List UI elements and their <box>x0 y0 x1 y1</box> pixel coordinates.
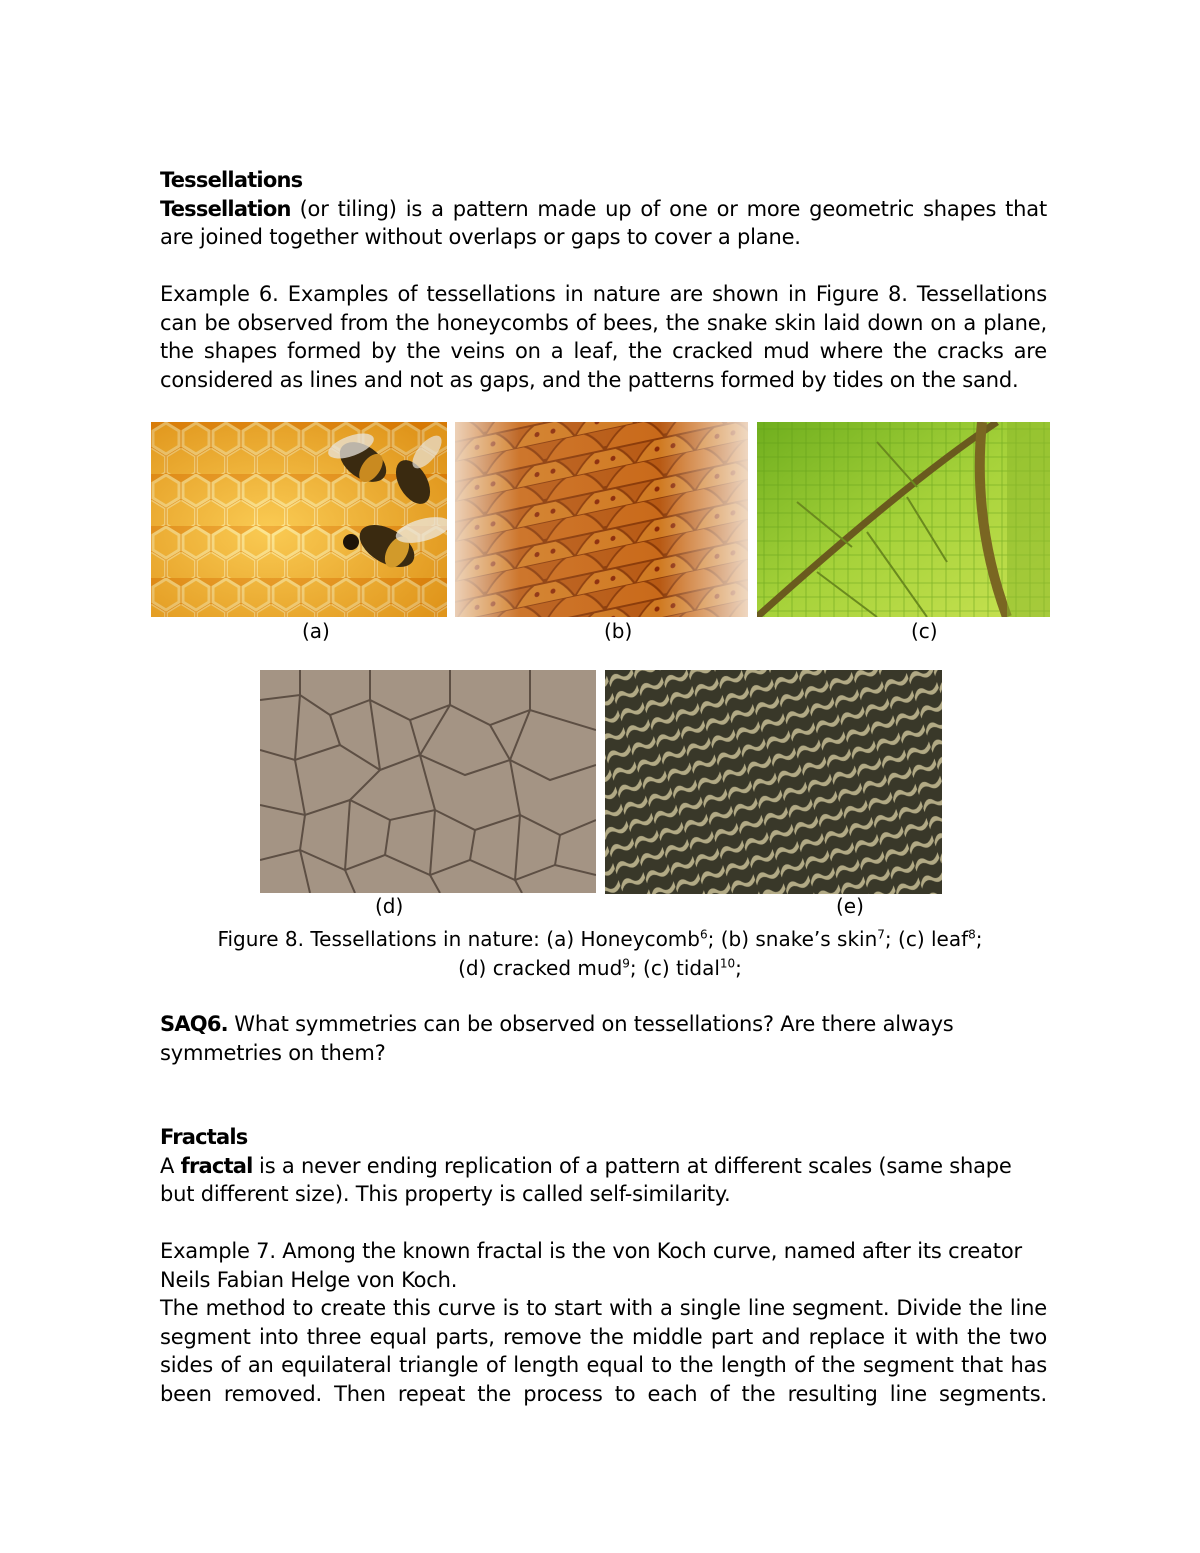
fractal-definition <box>160 1152 1030 1209</box>
caption-text: Figure 8. Tessellations in nature: (a) Honeycomb <box>217 927 700 951</box>
saq6-question <box>160 1010 960 1067</box>
fractal-definition-prefix: A <box>160 1153 181 1178</box>
footnote-ref: 7 <box>877 927 885 942</box>
tidal-sand-image <box>605 670 942 894</box>
saq-section <box>160 1010 960 1067</box>
footnote-ref: 10 <box>719 956 736 971</box>
tessellation-term: Tessellation <box>160 196 291 221</box>
leaf-image <box>757 422 1050 617</box>
saq6-text: What symmetries can be observed on tessellations? Are there always symmetries on them? <box>160 1012 954 1065</box>
fractal-term: fractal <box>180 1153 253 1178</box>
cracked-mud-image <box>260 670 596 893</box>
footnote-ref: 9 <box>622 956 630 971</box>
caption-text: ; <box>735 956 742 980</box>
figure-caption-line-2 <box>0 954 1200 983</box>
tessellations-heading: Tessellations <box>160 168 303 192</box>
snake-skin-image <box>455 422 748 617</box>
figure-label-c: (c) <box>911 619 938 643</box>
honeycomb-image <box>151 422 447 617</box>
caption-text: ; (c) leaf <box>884 927 969 951</box>
caption-text: ; (c) tidal <box>629 956 720 980</box>
footnote-ref: 8 <box>968 927 976 942</box>
figure-label-d: (d) <box>375 894 404 918</box>
tessellation-definition <box>160 195 1047 252</box>
figure-label-e: (e) <box>836 894 864 918</box>
figure-caption-line-1 <box>0 925 1200 954</box>
caption-text: (d) cracked mud <box>458 956 623 980</box>
koch-method-paragraph: The method to create this curve is to start with a single line segment. Divide the line segment into three equal parts, remove the middle part and replace it with the two sides of an equilateral triangle of length equal to the length of the segment that has been removed. Then repeat the process to each of the resulting line segments. <box>160 1296 1047 1406</box>
tessellation-section <box>160 166 1047 394</box>
caption-text: ; <box>975 927 983 951</box>
example-6-paragraph: Example 6. Examples of tessellations in nature are shown in Figure 8. Tessellations can be observed from the honeycombs of bees, the snake skin laid down on a plane, the shapes formed by the veins on a leaf, the cracked mud where the cracks are considered as lines and not as gaps, and the patterns formed by tides on the sand. <box>160 282 1047 392</box>
figure-label-a: (a) <box>302 619 330 643</box>
saq6-label: SAQ6. <box>160 1012 228 1036</box>
caption-text: ; (b) snake’s skin <box>707 927 878 951</box>
example-7-paragraph: Example 7. Among the known fractal is the von Koch curve, named after its creator Neils Fabian Helge von Koch. <box>160 1239 1022 1292</box>
fractals-heading: Fractals <box>160 1125 248 1149</box>
footnote-ref: 6 <box>699 927 708 942</box>
fractals-section <box>160 1123 1047 1408</box>
tessellation-definition-text: (or tiling) is a pattern made up of one or more geometric shapes that are joined together without overlaps or gaps to cover a plane. <box>160 196 1047 249</box>
fractal-definition-text: is a never ending replication of a pattern at different scales (same shape but different size). This property is called self-similarity. <box>160 1153 1012 1206</box>
figure-label-b: (b) <box>604 619 633 643</box>
